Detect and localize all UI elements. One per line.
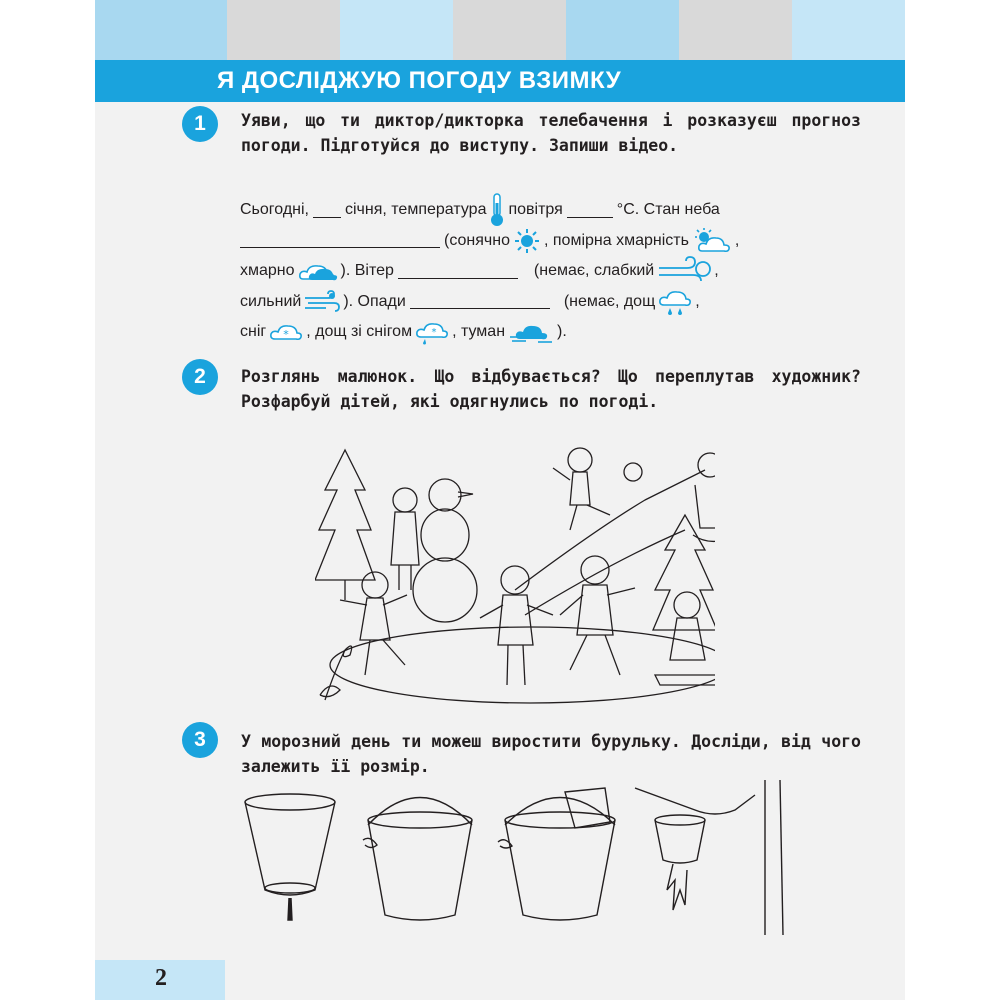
precipitation-blank[interactable] <box>410 294 550 309</box>
date-blank[interactable] <box>313 203 341 218</box>
sun-icon <box>513 228 541 254</box>
winter-scene-illustration[interactable] <box>315 440 715 710</box>
fog-icon <box>508 319 554 345</box>
weather-report-form <box>240 195 800 348</box>
thermometer-icon <box>489 193 505 227</box>
svg-text:*: * <box>283 328 289 342</box>
sky-blank[interactable] <box>240 233 440 248</box>
partly-cloudy-icon <box>692 227 732 255</box>
wind-blank[interactable] <box>398 264 518 279</box>
task-3-instruction: У морозний день ти можеш виростити бурульку. Досліди, від чого залежить її розмір. <box>241 732 861 776</box>
buckets-illustration[interactable] <box>235 780 815 935</box>
form-line-5: сніг * , дощ зі снігом * , туман ). <box>240 317 800 348</box>
page-title: Я ДОСЛІДЖУЮ ПОГОДУ ВЗИМКУ <box>217 67 622 94</box>
strong-wind-icon <box>304 290 340 314</box>
task-2-number: 2 <box>182 359 218 395</box>
sleet-icon <box>415 319 449 345</box>
task-3-number: 3 <box>182 722 218 758</box>
task-2-instruction: Розглянь малюнок. Що відбувається? Що переплутав художник? Розфарбуй дітей, які одягнулись по погоді. <box>241 367 861 411</box>
form-line-2: (сонячно , помірна хмарність , <box>240 226 800 257</box>
svg-text:*: * <box>431 327 437 339</box>
page-number: 2 <box>155 965 167 991</box>
workbook-page <box>95 0 905 1000</box>
snow-icon <box>269 319 303 345</box>
form-line-3: хмарно ). Вітер (немає, слабкий , <box>240 256 800 287</box>
form-line-4: сильний ). Опади (немає, дощ , <box>240 287 800 318</box>
cloudy-icon <box>298 259 338 283</box>
temperature-blank[interactable] <box>567 203 613 218</box>
rain-icon <box>658 287 692 317</box>
light-wind-icon <box>657 256 711 286</box>
task-1-instruction: Уяви, що ти диктор/дикторка телебачення і розказуєш прогноз погоди. Підготуйся до виступу. Запиши відео. <box>241 111 861 155</box>
form-line-1: Сьогодні, січня, температура повітря °С. Стан неба <box>240 195 800 226</box>
task-1-number: 1 <box>182 106 218 142</box>
header-color-band <box>95 0 905 60</box>
